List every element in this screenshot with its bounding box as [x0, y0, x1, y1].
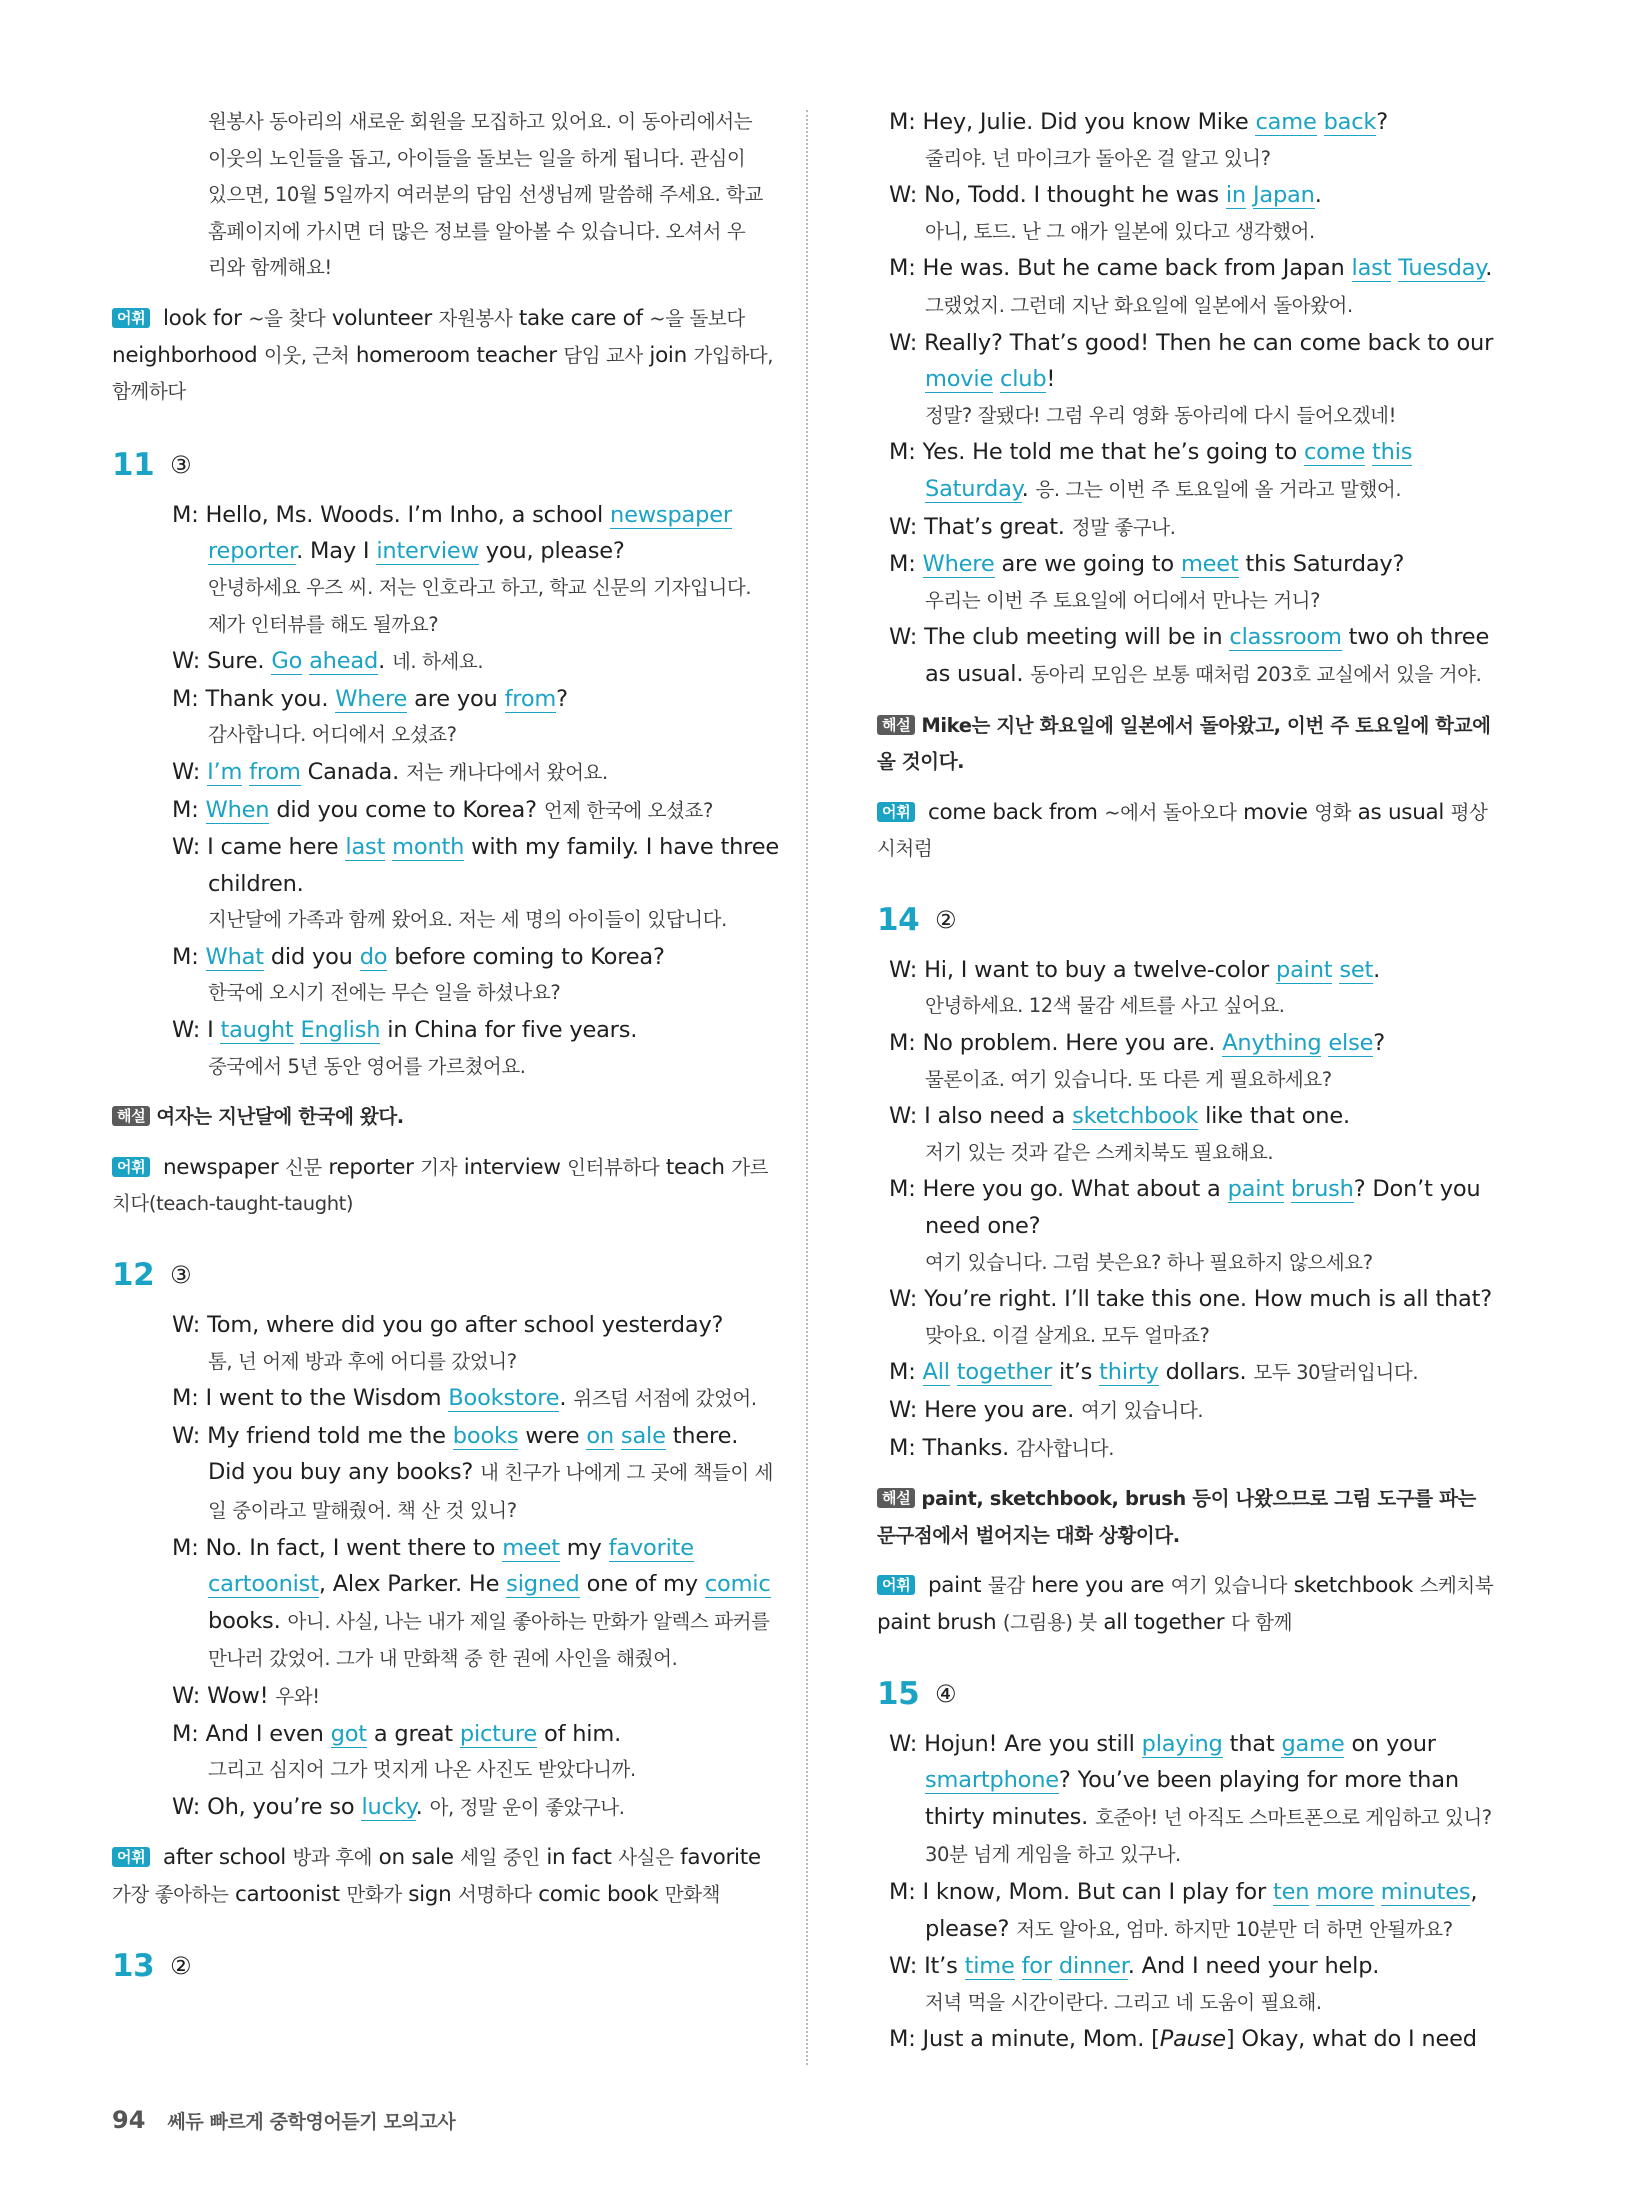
blank-answer: reporter: [208, 538, 297, 565]
dialogue-line: W: Hi, I want to buy a twelve-color paint set. 안녕하세요. 12색 물감 세트를 사고 싶어요.: [877, 952, 1497, 1025]
blank-answer: on: [586, 1422, 614, 1449]
translation: 아, 정말 운이 좋았구나.: [429, 1795, 625, 1819]
translation: 물론이죠. 여기 있습니다. 또 다른 게 필요하세요?: [925, 1067, 1332, 1091]
translation: 안녕하세요 우즈 씨. 저는 인호라고 하고, 학교 신문의 기자입니다.: [208, 575, 752, 599]
translation: 지난달에 가족과 함께 왔어요. 저는 세 명의 아이들이 있답니다.: [208, 908, 727, 932]
translation: 저기 있는 것과 같은 스케치북도 필요해요.: [925, 1140, 1274, 1164]
translation: 그리고 심지어 그가 멋지게 나온 사진도 받았다니까.: [208, 1758, 636, 1782]
blank-answer: English: [300, 1017, 381, 1044]
dialogue-line: W: Really? That’s good! Then he can come back to our movie club! 정말? 잘됐다! 그럼 우리 영화 동아리에 다시 들어오겠네!: [877, 325, 1497, 435]
question-number: 13: [112, 1947, 155, 1984]
blank-answer: I’m: [207, 758, 243, 785]
vocab-note: 어휘 come back from ~에서 돌아오다 movie 영화 as usual 평상시처럼: [877, 799, 1488, 861]
blank-answer: interview: [376, 538, 479, 565]
dialogue-line: M: I know, Mom. But can I play for ten more minutes, please? 저도 알아요, 엄마. 하지만 10분만 더 하면 안될까요?: [889, 1878, 1478, 1942]
book-title: 쎄듀 빠르게 중학영어듣기 모의고사: [167, 2111, 456, 2133]
blank-answer: cartoonist: [208, 1571, 319, 1598]
translation: 한국에 오시기 전에는 무슨 일을 하셨나요?: [208, 981, 561, 1005]
vocab-meaning: 담임 교사: [563, 343, 643, 367]
dialogue-line: M: He was. But he came back from Japan last Tuesday. 그랬었지. 그런데 지난 화요일에 일본에서 돌아왔어.: [889, 255, 1493, 317]
blank-answer: Anything: [1222, 1030, 1322, 1057]
dialogue-line: W: Oh, you’re so lucky. 아, 정말 운이 좋았구나.: [172, 1793, 625, 1820]
question-number: 14: [877, 901, 920, 938]
blank-answer: smartphone: [925, 1767, 1059, 1794]
dialogue-line: W: You’re right. I’ll take this one. How much is all that? 맞아요. 이걸 살게요. 모두 얼마죠?: [877, 1281, 1497, 1354]
page-number: 94: [112, 2106, 146, 2134]
blank-answer: playing: [1141, 1730, 1223, 1757]
answer-choice: ④: [935, 1679, 957, 1708]
translation: 정말 좋구나.: [1071, 515, 1176, 539]
blank-answer: paint: [1227, 1176, 1284, 1203]
dialogue-line: W: The club meeting will be in classroom two oh three as usual. 동아리 모임은 보통 때처럼 203호 교실에서 있을 거야.: [889, 624, 1490, 687]
blank-answer: ahead: [309, 648, 379, 675]
translation-line: 있으면, 10월 5일까지 여러분의 담임 선생님께 말씀해 주세요. 학교: [208, 183, 763, 207]
blank-answer: Japan: [1252, 182, 1315, 209]
blank-answer: else: [1328, 1030, 1374, 1057]
dialogue-line: W: Sure. Go ahead. 네. 하세요.: [172, 648, 484, 675]
translation: 아니. 사실, 나는 내가 제일 좋아하는 만화가 알렉스 파커를 만나러 갔었어. 그가 내 만화책 중 한 권에 사인을 해줬어.: [208, 1609, 770, 1671]
blank-answer: in: [1225, 182, 1246, 209]
translation: 우와!: [275, 1684, 320, 1708]
blank-answer: classroom: [1229, 624, 1342, 651]
translation: 내 친구가 나에게 그 곳에 책들이 세일 중이라고 말해줬어. 책 산 것 있니?: [208, 1461, 774, 1522]
left-column: [112, 104, 782, 1998]
translation: 저도 알아요, 엄마. 하지만 10분만 더 하면 안될까요?: [1016, 1917, 1453, 1941]
translation: 중국에서 5년 동안 영어를 가르쳤어요.: [208, 1054, 526, 1078]
blank-answer: taught: [220, 1017, 294, 1044]
translation: 맞아요. 이걸 살게요. 모두 얼마죠?: [925, 1323, 1210, 1347]
question-number: 15: [877, 1675, 920, 1712]
vocab-note: 어휘 after school 방과 후에 on sale 세일 중인 in fact 사실은 favorite 가장 좋아하는 cartoonist 만화가 sign 서명하다 comic book 만화책: [112, 1845, 761, 1907]
vocab-meaning: 이웃, 근처: [263, 343, 350, 367]
blank-answer: newspaper: [610, 501, 732, 528]
question-15-header: [877, 1676, 1497, 1712]
dialogue-line: M: No problem. Here you are. Anything else? 물론이죠. 여기 있습니다. 또 다른 게 필요하세요?: [877, 1025, 1497, 1098]
vocab-term: join: [649, 342, 687, 368]
translation: 우리는 이번 주 토요일에 어디에서 만나는 거니?: [925, 588, 1321, 612]
blank-answer: from: [504, 685, 557, 712]
blank-answer: more: [1316, 1878, 1374, 1905]
blank-answer: books: [452, 1422, 519, 1449]
blank-answer: All: [922, 1359, 950, 1386]
translation: 응. 그는 이번 주 토요일에 올 거라고 말했어.: [1035, 477, 1402, 501]
dialogue-line: M: And I even got a great picture of him. 그리고 심지어 그가 멋지게 나온 사진도 받았다니까.: [112, 1716, 782, 1789]
blank-answer: together: [956, 1359, 1053, 1386]
dialogue-line: W: Hojun! Are you still playing that game on your smartphone? You’ve been playing for more than thirty minutes. 호준아! 넌 아직도 스마트폰으로 게임하고 있니? 30분 넘게 게임을 하고 있구나.: [889, 1730, 1492, 1867]
blank-answer: set: [1339, 956, 1374, 983]
dialogue-line: M: I went to the Wisdom Bookstore. 위즈덤 서점에 갔었어.: [172, 1385, 757, 1412]
blank-answer: paint: [1276, 956, 1333, 983]
translation: 네. 하세요.: [391, 650, 484, 674]
blank-answer: Where: [922, 551, 995, 578]
blank-answer: dinner: [1058, 1953, 1128, 1980]
blank-answer: sketchbook: [1072, 1103, 1199, 1130]
dialogue-line: W: I taught English in China for five years. 중국에서 5년 동안 영어를 가르쳤어요.: [112, 1012, 782, 1085]
translation: 모두 30달러입니다.: [1253, 1361, 1419, 1385]
vocab-note: 어휘 newspaper 신문 reporter 기자 interview 인터뷰하다 teach 가르치다(teach-taught-taught): [112, 1154, 769, 1216]
question-number: 12: [112, 1257, 155, 1294]
explanation-note: 해설 여자는 지난달에 한국에 왔다.: [112, 1099, 782, 1136]
dialogue-line: M: What did you do before coming to Korea? 한국에 오시기 전에는 무슨 일을 하셨나요?: [112, 939, 782, 1012]
answer-choice: ③: [170, 1261, 192, 1290]
explanation-note: 해설 paint, sketchbook, brush 등이 나왔으므로 그림 도구를 파는 문구점에서 벌어지는 대화 상황이다.: [877, 1487, 1476, 1547]
dialogue-line: M: Thanks. 감사합니다.: [889, 1434, 1115, 1461]
blank-answer: time: [964, 1953, 1015, 1980]
translation-line: 이웃의 노인들을 돕고, 아이들을 돌보는 일을 하게 됩니다. 관심이: [208, 146, 746, 170]
vocab-term: take care of: [518, 305, 643, 331]
translation: 그랬었지. 그런데 지난 화요일에 일본에서 돌아왔어.: [925, 293, 1353, 317]
blank-answer: meet: [502, 1534, 560, 1561]
translation: 저녁 먹을 시간이란다. 그리고 네 도움이 필요해.: [925, 1990, 1322, 2014]
dialogue-line: M: Thank you. Where are you from? 감사합니다. 어디에서 오셨죠?: [112, 681, 782, 754]
dialogue-line: M: When did you come to Korea? 언제 한국에 오셨죠?: [172, 796, 713, 823]
blank-answer: sale: [620, 1422, 666, 1449]
translation: 정말? 잘됐다! 그럼 우리 영화 동아리에 다시 들어오겠네!: [925, 403, 1396, 427]
column-divider: [806, 110, 808, 2065]
dialogue-line: M: All together it’s thirty dollars. 모두 30달러입니다.: [889, 1359, 1419, 1386]
translation: 여기 있습니다. 그럼 붓은요? 하나 필요하지 않으세요?: [925, 1250, 1373, 1274]
translation-line: 홈페이지에 가시면 더 많은 정보를 알아볼 수 있습니다. 오셔서 우: [208, 219, 746, 243]
dialogue-line: M: Hello, Ms. Woods. I’m Inho, a school newspaper reporter. May I interview you, please? 안녕하세요 우즈 씨. 저는 인호라고 하고, 학교 신문의 기자입니다. 제가 인터뷰를 해도 될까요?: [112, 497, 782, 643]
blank-answer: Bookstore: [448, 1385, 560, 1412]
blank-answer: Tuesday: [1398, 255, 1486, 282]
translation: 감사합니다. 어디에서 오셨죠?: [208, 723, 457, 747]
blank-answer: movie: [925, 366, 994, 393]
blank-answer: last: [345, 834, 386, 861]
q10-continuation: [112, 104, 782, 411]
translation: 언제 한국에 오셨죠?: [543, 798, 713, 822]
blank-answer: for: [1021, 1953, 1052, 1980]
vocab-badge: 어휘: [112, 1157, 150, 1177]
blank-answer: month: [392, 834, 465, 861]
vocab-meaning: 자원봉사: [438, 306, 513, 330]
blank-answer: got: [330, 1720, 367, 1747]
translation: 호준아! 넌 아직도 스마트폰으로 게임하고 있니? 30분 넘게 게임을 하고 있구나.: [925, 1805, 1492, 1867]
blank-answer: What: [205, 943, 264, 970]
vocab-meaning: 가입하다, 함께하다: [112, 343, 774, 404]
blank-answer: comic: [704, 1571, 771, 1598]
blank-answer: this: [1372, 439, 1413, 466]
dialogue-line: W: I came here last month with my family. I have three children. 지난달에 가족과 함께 왔어요. 저는 세 명의 아이들이 있답니다.: [112, 829, 782, 939]
blank-answer: When: [205, 796, 270, 823]
vocab-note: 어휘 paint 물감 here you are 여기 있습니다 sketchbook 스케치북 paint brush (그림용) 붓 all together 다 함께: [877, 1573, 1494, 1635]
explanation-badge: 해설: [877, 715, 915, 735]
vocab-badge: 어휘: [112, 308, 150, 328]
dialogue-line: W: My friend told me the books were on sale there. Did you buy any books? 내 친구가 나에게 그 곳에 책들이 세일 중이라고 말해줬어. 책 산 것 있니?: [172, 1422, 774, 1522]
dialogue-line: W: It’s time for dinner. And I need your help. 저녁 먹을 시간이란다. 그리고 네 도움이 필요해.: [877, 1948, 1497, 2021]
vocab-badge: 어휘: [112, 1847, 150, 1867]
blank-answer: do: [359, 943, 388, 970]
blank-answer: Saturday: [925, 475, 1022, 502]
translation: 위즈덤 서점에 갔었어.: [573, 1387, 757, 1411]
translation-line: 원봉사 동아리의 새로운 회원을 모집하고 있어요. 이 동아리에서는: [208, 110, 753, 133]
vocab-meaning: ~을 찾다: [248, 306, 326, 330]
blank-answer: came: [1255, 109, 1317, 135]
blank-answer: lucky: [361, 1793, 416, 1820]
vocab-meaning: ~을 돌보다: [649, 306, 745, 330]
dialogue-line: W: Wow! 우와!: [172, 1682, 320, 1709]
translation: 제가 인터뷰를 해도 될까요?: [208, 612, 439, 636]
blank-answer: meet: [1180, 551, 1239, 578]
dialogue-line: W: Tom, where did you go after school yesterday? 톰, 넌 어제 방과 후에 어디를 갔었니?: [112, 1307, 782, 1380]
dialogue-line: M: Yes. He told me that he’s going to come this Saturday. 응. 그는 이번 주 토요일에 올 거라고 말했어.: [889, 439, 1413, 502]
dialogue-line: M: Hey, Julie. Did you know Mike came back? 줄리야. 넌 마이크가 돌아온 걸 알고 있니?: [877, 104, 1497, 177]
dialogue-line: W: That’s great. 정말 좋구나.: [889, 513, 1176, 540]
question-12-header: [112, 1257, 782, 1293]
vocab-term: neighborhood: [112, 342, 258, 368]
blank-answer: picture: [459, 1720, 538, 1747]
blank-answer: thirty: [1099, 1359, 1159, 1386]
blank-answer: back: [1323, 109, 1377, 135]
dialogue-line: M: Here you go. What about a paint brush? Don’t you need one? 여기 있습니다. 그럼 붓은요? 하나 필요하지 않으세요?: [877, 1171, 1497, 1281]
answer-choice: ②: [935, 905, 957, 934]
translation: 감사합니다.: [1016, 1436, 1115, 1460]
vocab-term: volunteer: [331, 305, 432, 331]
dialogue-line: W: I’m from Canada. 저는 캐나다에서 왔어요.: [172, 758, 608, 785]
right-column: [877, 104, 1497, 2058]
question-number: 11: [112, 446, 155, 483]
blank-answer: signed: [506, 1571, 580, 1598]
dialogue-line: M: No. In fact, I went there to meet my favorite cartoonist, Alex Parker. He signed one of my comic books. 아니. 사실, 나는 내가 제일 좋아하는 만화가 알렉스 파커를 만나러 갔었어. 그가 내 만화책 중 한 권에 사인을 해줬어.: [172, 1534, 771, 1671]
blank-answer: Where: [335, 685, 408, 712]
translation: 저는 캐나다에서 왔어요.: [405, 760, 608, 784]
explanation-note: 해설 Mike는 지난 화요일에 일본에서 돌아왔고, 이번 주 토요일에 학교에 올 것이다.: [877, 713, 1491, 774]
blank-answer: Go: [271, 648, 303, 675]
blank-answer: minutes: [1380, 1878, 1471, 1905]
translation-line: 리와 함께해요!: [208, 256, 332, 280]
answer-choice: ②: [170, 1951, 192, 1980]
dialogue-line: M: Just a minute, Mom. [Pause] Okay, what do I need: [889, 2026, 1477, 2053]
translation: 동아리 모임은 보통 때처럼 203호 교실에서 있을 거야.: [1030, 662, 1482, 686]
vocab-badge: 어휘: [877, 1575, 915, 1595]
question-14-header: [877, 902, 1497, 938]
blank-answer: ten: [1273, 1878, 1310, 1905]
translation: 여기 있습니다.: [1080, 1399, 1204, 1422]
question-11-header: [112, 447, 782, 483]
vocab-term: look for: [162, 305, 242, 331]
answer-choice: ③: [170, 450, 192, 479]
blank-answer: last: [1351, 255, 1392, 282]
dialogue-line: M: Where are we going to meet this Saturday? 우리는 이번 주 토요일에 어디에서 만나는 거니?: [877, 546, 1497, 619]
translation: 톰, 넌 어제 방과 후에 어디를 갔었니?: [208, 1349, 517, 1373]
blank-answer: club: [1000, 366, 1047, 393]
dialogue-line: W: Here you are. 여기 있습니다.: [889, 1397, 1204, 1423]
blank-answer: game: [1281, 1730, 1345, 1757]
blank-answer: brush: [1290, 1176, 1354, 1203]
blank-answer: from: [249, 758, 301, 785]
blank-answer: come: [1303, 439, 1366, 466]
translation: 줄리야. 넌 마이크가 돌아온 걸 알고 있니?: [925, 146, 1271, 170]
blank-answer: favorite: [608, 1534, 694, 1561]
question-13-header: [112, 1948, 782, 1984]
explanation-badge: 해설: [877, 1488, 915, 1508]
vocab-badge: 어휘: [877, 802, 915, 822]
translation: 아니, 토드. 난 그 애가 일본에 있다고 생각했어.: [925, 219, 1315, 243]
dialogue-line: W: No, Todd. I thought he was in Japan. 아니, 토드. 난 그 애가 일본에 있다고 생각했어.: [877, 177, 1497, 250]
explanation-badge: 해설: [112, 1106, 150, 1126]
dialogue-line: W: I also need a sketchbook like that one. 저기 있는 것과 같은 스케치북도 필요해요.: [877, 1098, 1497, 1171]
vocab-term: homeroom teacher: [355, 342, 557, 368]
vocab-note: [112, 301, 782, 411]
page-footer: [112, 2106, 455, 2134]
translation: 안녕하세요. 12색 물감 세트를 사고 싶어요.: [925, 994, 1285, 1018]
